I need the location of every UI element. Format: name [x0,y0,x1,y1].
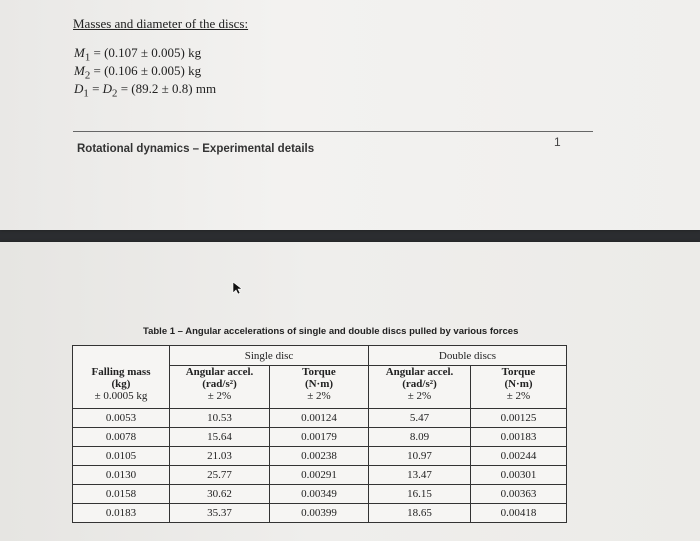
table-cell: 0.00124 [270,409,369,428]
mass-2-line: $M_2 = (0.106 \pm 0.005)$ kg [74,63,202,82]
table-cell: 16.15 [369,485,471,504]
header-line: (N·m) [304,378,334,390]
header-line: Falling mass [91,365,151,378]
table-cell: 25.77 [170,466,270,485]
table-row [73,504,567,523]
page-number: 1 [554,135,561,149]
header-line: ± 2% [407,390,432,402]
table-row [73,409,567,428]
table-cell: 10.97 [369,447,471,466]
header-line: ± 2% [506,390,531,402]
column-header-0 [73,366,170,409]
table-row [73,466,567,485]
footer-rule [73,131,593,132]
group-double-discs: Double discs [369,346,567,366]
table-cell: 0.00418 [471,504,567,523]
header-line: Torque [501,366,536,378]
masses-heading: Masses and diameter of the discs: [73,16,249,31]
table-row [73,447,567,466]
header-line: (rad/s²) [402,378,437,390]
table-cell: 0.00363 [471,485,567,504]
column-header-3 [369,366,471,409]
table-cell: 15.64 [170,428,270,447]
header-line: Torque [302,366,336,378]
table-cell: 0.00399 [270,504,369,523]
header-line: (N·m) [504,378,533,390]
group-single-disc: Single disc [170,346,369,366]
table-cell: 0.00183 [471,428,567,447]
table-body [73,409,567,523]
table-cell: 35.37 [170,504,270,523]
header-line: ± 2% [207,390,232,402]
table-caption: Table 1 – Angular accelerations of single and double discs pulled by various forces [143,326,519,337]
table-cell: 0.00179 [270,428,369,447]
header-line: (rad/s²) [202,378,237,390]
table-cell: 21.03 [170,447,270,466]
table-cell: 30.62 [170,485,270,504]
table-cell: 0.00125 [471,409,567,428]
header-line: ± 0.0005 kg [94,389,148,402]
mass-1-line: $M_1 = (0.107 \pm 0.005)$ kg [74,45,202,64]
table-cell: 0.0053 [73,409,170,428]
table-cell: 0.0078 [73,428,170,447]
table-cell: 10.53 [170,409,270,428]
table-cell: 8.09 [369,428,471,447]
table-row [73,428,567,447]
table-cell: 0.0183 [73,504,170,523]
table-cell: 18.65 [369,504,471,523]
table-cell: 0.0130 [73,466,170,485]
document-page-top [0,0,700,230]
table-column-header [73,366,567,409]
header-line: Angular accel. [185,366,254,378]
table-cell: 0.00349 [270,485,369,504]
table-row [73,485,567,504]
blank-corner [73,346,170,366]
diameter-line: $D_1 = D_2 = (89.2 \pm 0.8)$ mm [74,81,217,100]
table-cell: 5.47 [369,409,471,428]
mouse-pointer-icon [232,281,242,295]
table-cell: 13.47 [369,466,471,485]
header-line: (kg) [111,377,131,390]
footer-title: Rotational dynamics – Experimental details [77,143,315,155]
table-cell: 0.0158 [73,485,170,504]
table-group-header [73,346,567,366]
acceleration-table [72,345,567,523]
table-cell: 0.00301 [471,466,567,485]
column-header-2 [270,366,369,409]
header-line: Angular accel. [385,366,454,378]
column-header-4 [471,366,567,409]
table-cell: 0.00291 [270,466,369,485]
table-cell: 0.00244 [471,447,567,466]
header-line: ± 2% [307,390,331,402]
table-cell: 0.0105 [73,447,170,466]
table-cell: 0.00238 [270,447,369,466]
column-header-1 [170,366,270,409]
